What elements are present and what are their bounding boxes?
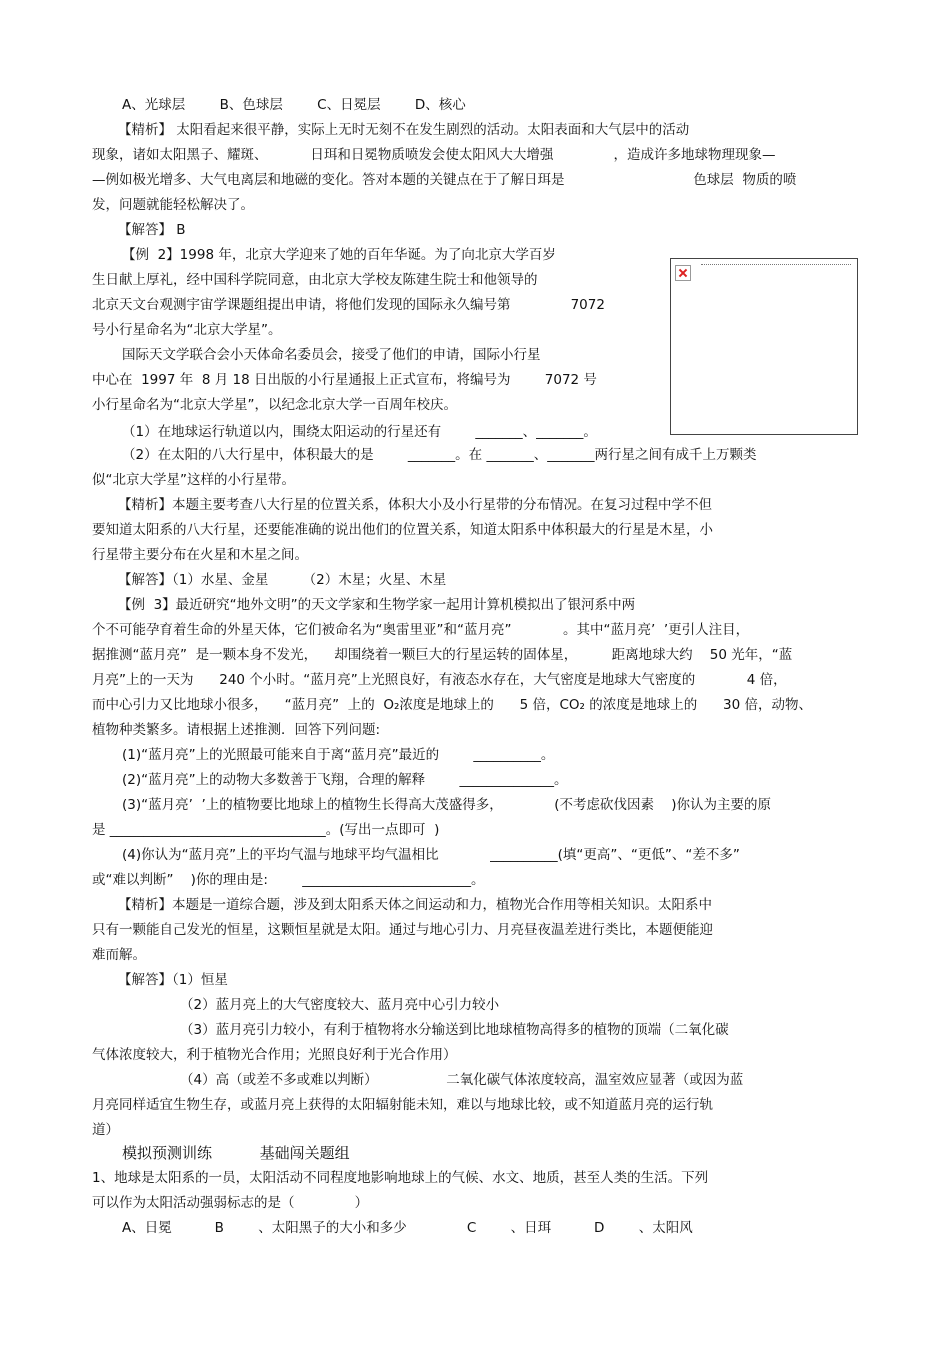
text-line: 【例 3】最近研究“地外文明”的天文学家和生物学家一起用计算机模拟出了银河系中两 bbox=[118, 597, 636, 613]
text-line: 而中心引力又比地球小很多， “蓝月亮” 上的 O₂浓度是地球上的 5 倍，CO₂ 的浓度是地球上的 30 倍，动物、 bbox=[92, 697, 812, 713]
text-line: 月亮”上的一天为 240 个小时。“蓝月亮”上光照良好，有液态水存在，大气密度是地球大气密度的 4 倍， bbox=[92, 672, 787, 688]
text-line: （4）高（或差不多或难以判断） 二氧化碳气体浓度较高，温室效应显著（或因为蓝 bbox=[180, 1072, 744, 1088]
text-line: 【精析】本题主要考查八大行星的位置关系，体积大小及小行星带的分布情况。在复习过程中学不但 bbox=[118, 497, 712, 513]
broken-image-icon bbox=[675, 265, 691, 281]
text-line: 行星带主要分布在火星和木星之间。 bbox=[92, 547, 308, 563]
text-line: A、光球层 B、色球层 C、日冕层 D、核心 bbox=[122, 97, 466, 113]
text-line: 模拟预测训练 基础闯关题组 bbox=[122, 1144, 350, 1162]
text-line: 可以作为太阳活动强弱标志的是（ ） bbox=[92, 1195, 369, 1211]
text-line: 【解答】（1）恒星 bbox=[118, 972, 228, 988]
text-line: 【解答】（1）水星、金星 （2）木星；火星、木星 bbox=[118, 572, 447, 588]
text-line: (2)“蓝月亮”上的动物大多数善于飞翔，合理的解释 ______________。 bbox=[122, 772, 568, 788]
text-line: 小行星命名为“北京大学星”，以纪念北京大学一百周年校庆。 bbox=[92, 397, 457, 413]
text-line: 【精析】 太阳看起来很平静，实际上无时无刻不在发生剧烈的活动。太阳表面和大气层中的活动 bbox=[118, 122, 690, 138]
text-line: 似“北京大学星”这样的小行星带。 bbox=[92, 472, 295, 488]
text-line: 现象，诸如太阳黑子、耀斑、 日珥和日冕物质喷发会使太阳风大大增强 ，造成许多地球物理现象— bbox=[92, 147, 776, 163]
text-line: （1）在地球运行轨道以内，围绕太阳运动的行星还有 _______、_______。 bbox=[122, 424, 597, 440]
text-line: 中心在 1997 年 8 月 18 日出版的小行星通报上正式宣布，将编号为 7072 号 bbox=[92, 372, 597, 388]
text-line: 月亮同样适宜生物生存，或蓝月亮上获得的太阳辐射能未知，难以与地球比较，或不知道蓝月亮的运行轨 bbox=[92, 1097, 713, 1113]
figure-placeholder bbox=[670, 258, 858, 435]
text-line: 国际天文学联合会小天体命名委员会，接受了他们的申请，国际小行星 bbox=[122, 347, 541, 363]
text-line: 只有一颗能自己发光的恒星，这颗恒星就是太阳。通过与地心引力、月亮昼夜温差进行类比，本题便能迎 bbox=[92, 922, 713, 938]
text-line: 生日献上厚礼，经中国科学院同意，由北京大学校友陈建生院士和他领导的 bbox=[92, 272, 538, 288]
text-line: 气体浓度较大，利于植物光合作用；光照良好利于光合作用） bbox=[92, 1047, 457, 1063]
text-line: (1)“蓝月亮”上的光照最可能来自于离“蓝月亮”最近的 __________。 bbox=[122, 747, 555, 763]
text-line: 植物种类繁多。请根据上述推测．回答下列问题: bbox=[92, 722, 381, 738]
text-line: 要知道太阳系的八大行星，还要能准确的说出他们的位置关系，知道太阳系中体积最大的行星是木星，小 bbox=[92, 522, 713, 538]
text-line: 据推测“蓝月亮” 是一颗本身不发光， 却围绕着一颗巨大的行星运转的固体星， 距离地球大约 50 光年，“蓝 bbox=[92, 647, 793, 663]
text-line: （3）蓝月亮引力较小，有利于植物将水分输送到比地球植物高得多的植物的顶端（二氧化碳 bbox=[180, 1022, 729, 1038]
text-line: 或“难以判断” )你的理由是: _________________________。 bbox=[92, 872, 485, 888]
text-line: (3)“蓝月亮’ ’上的植物要比地球上的植物生长得高大茂盛得多， (不考虑砍伐因素 )你认为主要的原 bbox=[122, 797, 771, 813]
text-line: 1、地球是太阳系的一员，太阳活动不同程度地影响地球上的气候、水文、地质，甚至人类的生活。下列 bbox=[92, 1170, 709, 1186]
text-line: (4)你认为“蓝月亮”上的平均气温与地球平均气温相比 __________(填“更高”、“更低”、“差不多” bbox=[122, 847, 740, 863]
text-line: （2）蓝月亮上的大气密度较大、蓝月亮中心引力较小 bbox=[180, 997, 500, 1013]
text-line: 北京天文台观测宇宙学课题组提出申请，将他们发现的国际永久编号第 7072 bbox=[92, 297, 605, 313]
text-line: 难而解。 bbox=[92, 947, 146, 963]
text-line: 【例 2】1998 年，北京大学迎来了她的百年华诞。为了向北京大学百岁 bbox=[122, 247, 556, 263]
text-line: （2）在太阳的八大行星中，体积最大的是 _______。在 _______、_______两行星之间有成千上万颗类 bbox=[122, 447, 757, 463]
text-line: 道） bbox=[92, 1122, 119, 1138]
text-line: 号小行星命名为“北京大学星”。 bbox=[92, 322, 282, 338]
image-alt-text-line bbox=[701, 264, 851, 269]
text-line: 【精析】本题是一道综合题，涉及到太阳系天体之间运动和力，植物光合作用等相关知识。太阳系中 bbox=[118, 897, 712, 913]
text-line: 是 ________________________________。(写出一点即可 ) bbox=[92, 822, 440, 838]
text-line: 【解答】 B bbox=[118, 222, 186, 238]
text-line: 个不可能孕育着生命的外星天体，它们被命名为“奥雷里亚”和“蓝月亮” 。其中“蓝月亮’ ’更引人注目， bbox=[92, 622, 750, 638]
text-line: 发，问题就能轻松解决了。 bbox=[92, 197, 254, 213]
text-line: —例如极光增多、大气电离层和地磁的变化。答对本题的关键点在于了解日珥是 色球层 物质的喷 bbox=[92, 172, 797, 188]
text-line: A、日冕 B 、太阳黑子的大小和多少 C 、日珥 D 、太阳风 bbox=[122, 1220, 693, 1236]
